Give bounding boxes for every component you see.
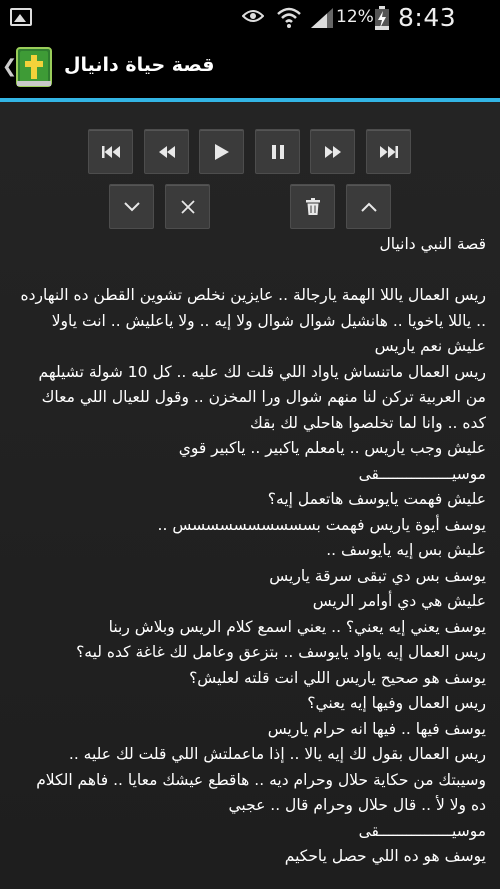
skip-previous-button[interactable] <box>88 129 133 174</box>
pause-icon <box>272 145 284 159</box>
story-line: يوسف بس دي تبقى سرقة ياريس <box>269 566 486 585</box>
eye-icon <box>242 9 264 23</box>
story-line: عليش بس إيه يايوسف .. <box>326 541 486 559</box>
story-line: ريس العمال ياللا الهمة يارجالة .. عايزين نخلص تشوين القطن ده النهارده <box>20 286 486 304</box>
story-line: عليش هي دي أوامر الريس <box>312 592 486 610</box>
wifi-icon <box>276 6 302 28</box>
bible-app-icon[interactable] <box>14 45 54 89</box>
story-line: موسيــــــــــــــــقى <box>358 821 486 840</box>
story-line: يوسف هو ده اللي حصل ياحكيم <box>284 847 486 865</box>
story-line: ريس العمال وفيها إيه يعني؟ <box>307 694 486 712</box>
story-line: عليش وجب ياريس .. يامعلم ياكبير .. ياكبير قوي <box>178 439 486 457</box>
story-line: ريس العمال إيه ياواد يايوسف .. بتزعق وعامل لك غاغة كده ليه؟ <box>76 643 486 661</box>
rewind-icon <box>159 146 175 158</box>
story-line: ريس العمال بقول لك إيه يالا .. إذا ماعملتش اللي قلت لك عليه .. <box>68 745 486 763</box>
signal-strength-icon <box>311 8 333 28</box>
skip-next-button[interactable] <box>366 129 411 174</box>
skip-next-icon <box>380 146 398 158</box>
story-line: ريس العمال ماتنساش ياواد اللي قلت لك عليه .. كل 10 شولة تشيلهم <box>38 362 486 381</box>
scroll-down-button[interactable] <box>109 184 154 229</box>
story-line: وسيبتك من حكاية حلال وحرام ديه .. هاقطع عيشك معايا .. فاهم الكلام <box>36 770 486 789</box>
chevron-down-icon <box>124 202 140 212</box>
story-line: موسيــــــــــــــــقى <box>358 464 486 483</box>
close-icon <box>181 200 195 214</box>
story-line: من العربية تركن لنا منهم شوال ورا المخزن .. وقول للعيال اللي معاك <box>41 388 486 406</box>
rewind-button[interactable] <box>144 129 189 174</box>
close-button[interactable] <box>165 184 210 229</box>
story-heading: قصة النبي دانيال <box>379 235 486 253</box>
skip-previous-icon <box>102 146 120 158</box>
action-bar <box>0 34 500 98</box>
delete-button[interactable] <box>290 184 335 229</box>
pause-button[interactable] <box>255 129 300 174</box>
battery-percent: 12% <box>336 7 374 27</box>
story-line: يوسف أيوة ياريس فهمت بسسسسسسسسسس .. <box>157 515 486 534</box>
gallery-notification-icon <box>10 8 32 26</box>
fast-forward-icon <box>325 146 341 158</box>
story-text <box>8 232 486 870</box>
story-lines <box>8 283 486 870</box>
scroll-up-button[interactable] <box>346 184 391 229</box>
story-line: عليش نعم ياريس <box>374 337 486 355</box>
fast-forward-button[interactable] <box>310 129 355 174</box>
story-line: يوسف هو صحيح ياريس اللي انت قلته لعليش؟ <box>189 668 486 687</box>
up-navigation-icon[interactable]: ❮ <box>2 56 18 77</box>
play-icon <box>215 144 229 160</box>
page-title: قصة حياة دانيال <box>64 54 215 76</box>
trash-icon <box>306 198 320 215</box>
chevron-up-icon <box>361 202 377 212</box>
battery-charging-icon <box>374 6 390 30</box>
story-line: كده .. وانا لما تخلصوا هاحلي لك بقك <box>250 413 486 432</box>
story-line: ده ولا لأ .. قال حلال وحرام قال .. عجبي <box>228 796 486 814</box>
play-button[interactable] <box>199 129 244 174</box>
main-content <box>0 102 500 889</box>
story-line: يوسف يعني إيه يعني؟ .. يعني اسمع كلام الريس وبلاش ربنا <box>108 617 486 636</box>
clock: 8:43 <box>398 3 457 32</box>
story-line: .. ياللا ياخويا .. هانشيل شوال شوال ولا إيه .. ولا ياعليش .. انت ياولا <box>51 311 486 330</box>
story-line: عليش فهمت يايوسف هاتعمل إيه؟ <box>267 490 486 508</box>
status-bar <box>0 0 500 34</box>
story-line: يوسف فيها .. فيها انه حرام ياريس <box>267 719 486 738</box>
